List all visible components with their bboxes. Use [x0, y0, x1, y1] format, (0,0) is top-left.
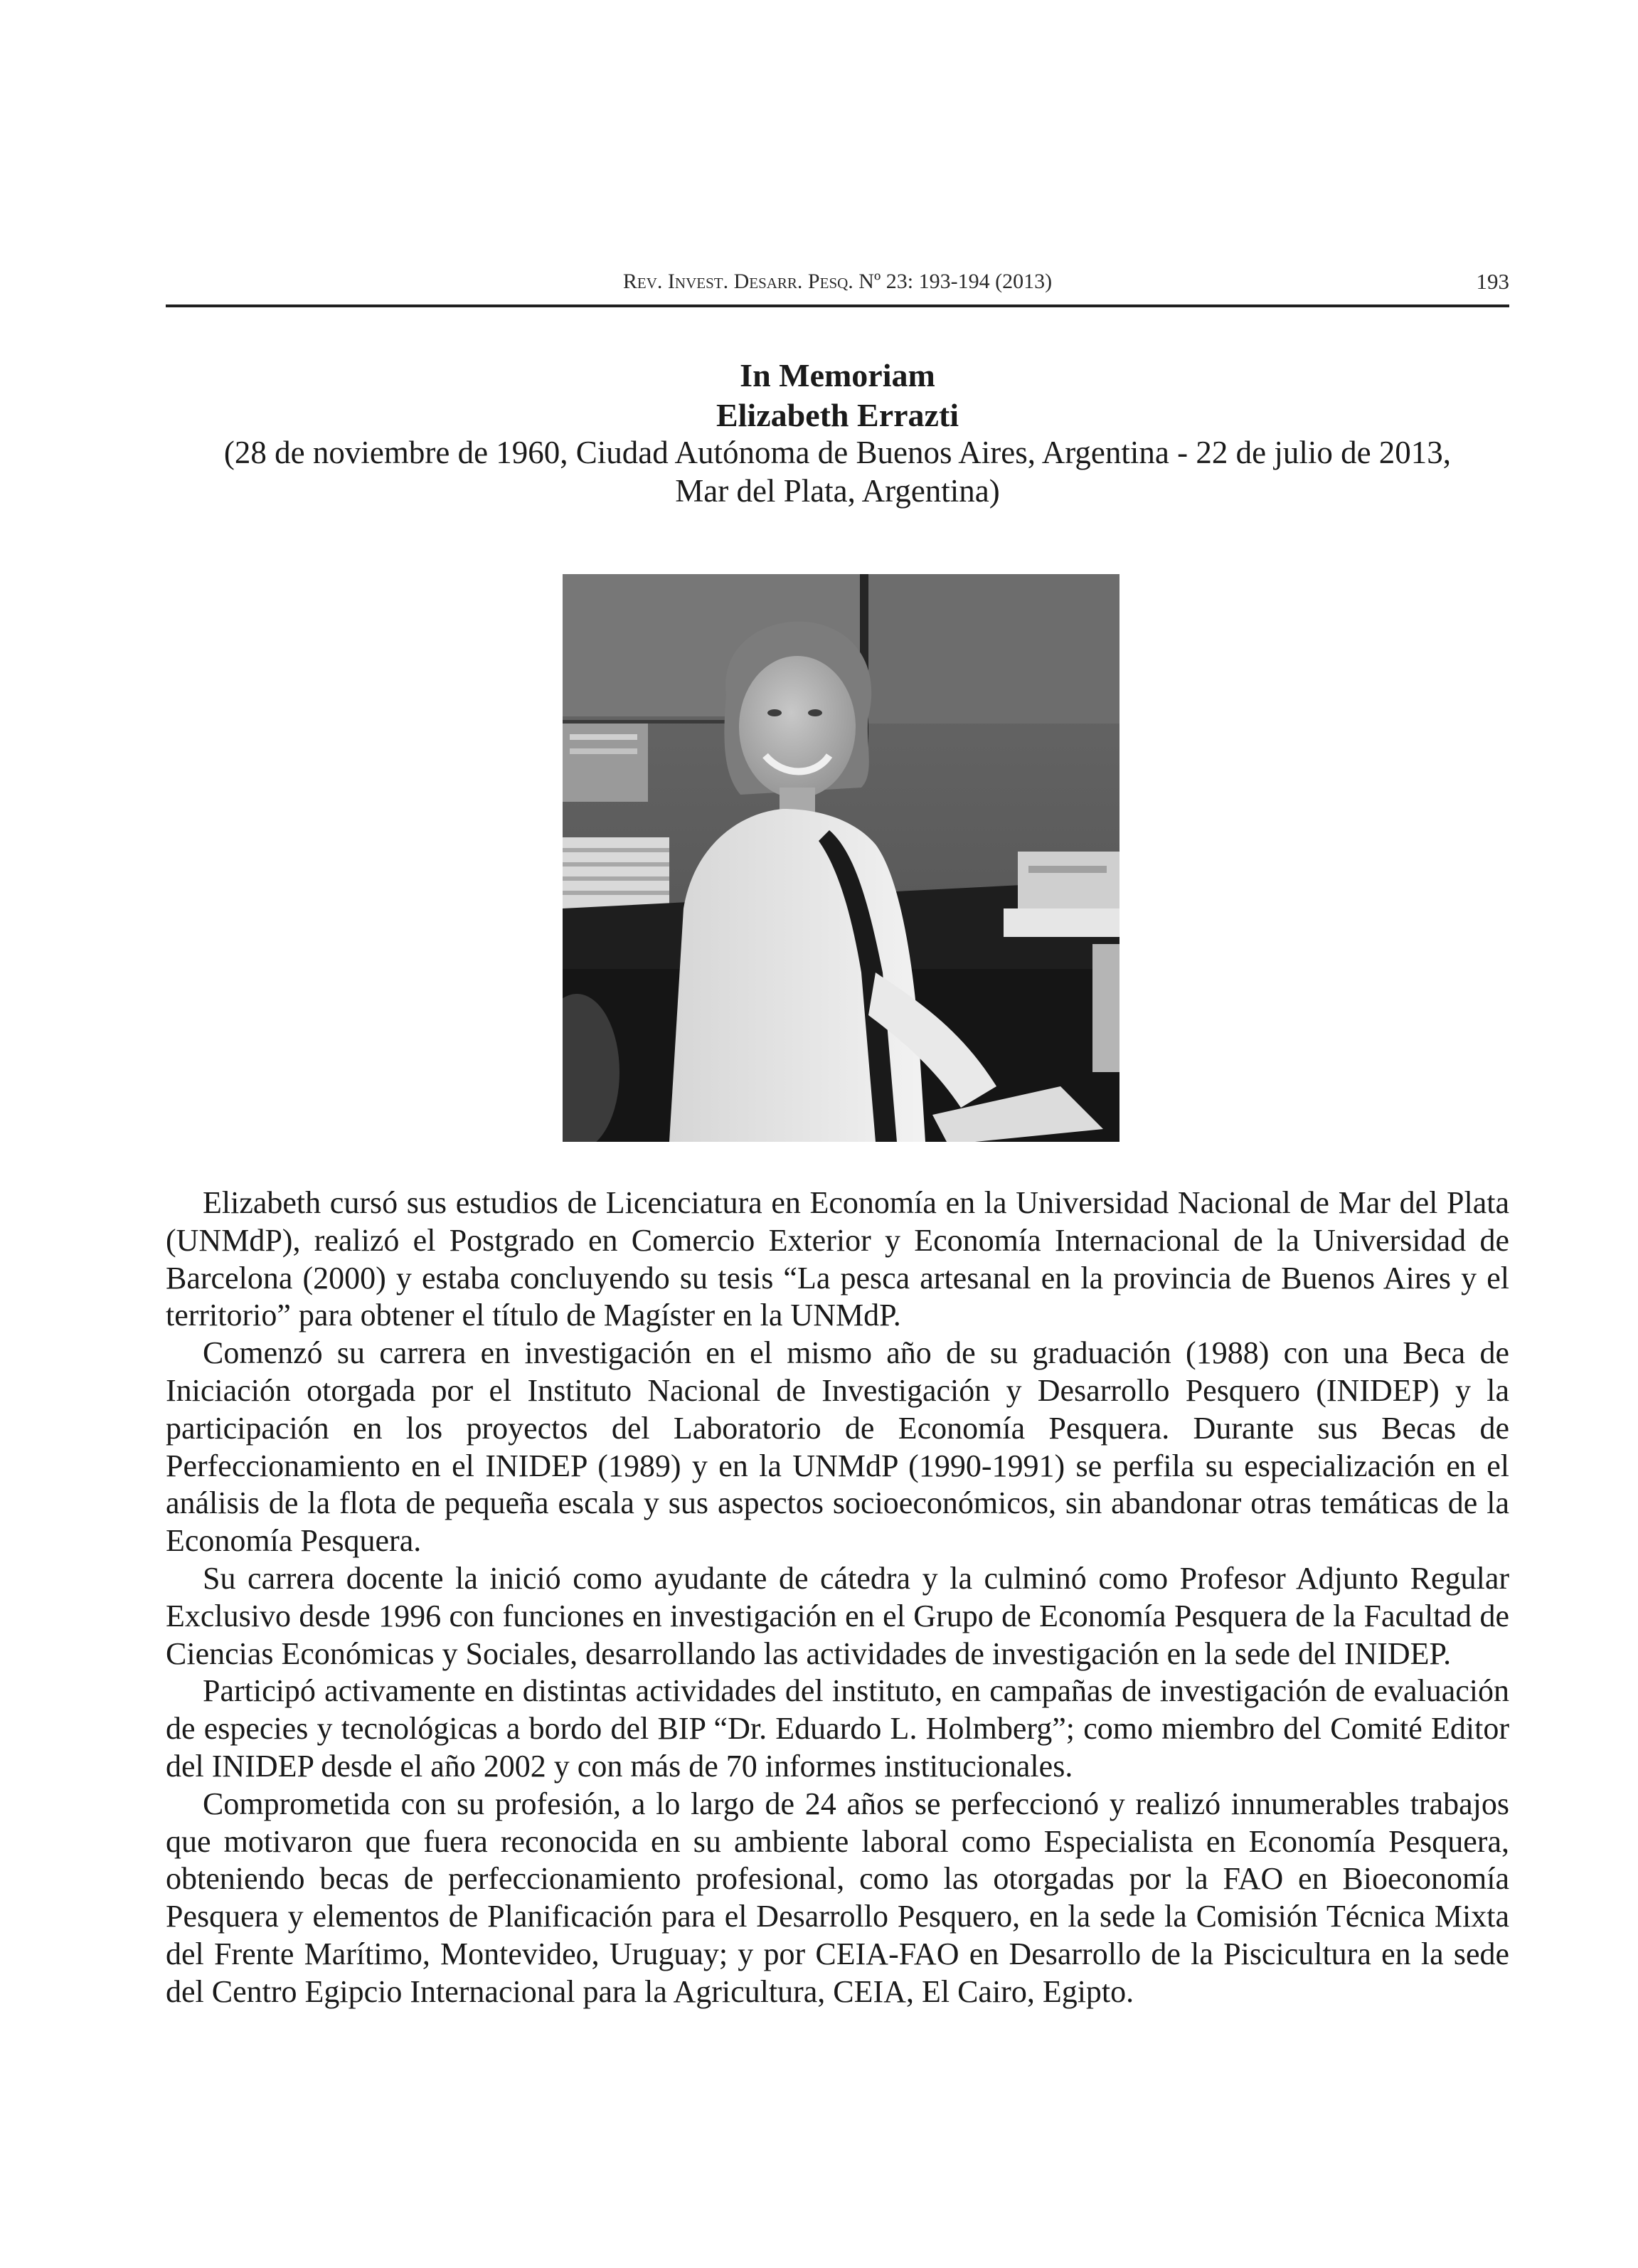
- paragraph-teaching-career: Su carrera docente la inició como ayudante de cátedra y la culminó como Profesor Adjunto Regular Exclusivo desde 1996 con funciones en investigación en el Grupo de Economía Pesquera de la Facultad de Ciencias Económicas y Sociales, desarrollando las actividades de investigación en la sede del INIDEP.: [166, 1560, 1509, 1671]
- article-body: [166, 1185, 1509, 2011]
- paragraph-education: Elizabeth cursó sus estudios de Licenciatura en Economía en la Universidad Nacional de Mar del Plata (UNMdP), realizó el Postgrado en Comercio Exterior y Economía Internacional de la Universidad de Barcelona (2000) y estaba concluyendo su tesis “La pesca artesanal en la provincia de Buenos Aires y el territorio” para obtener el título de Magíster en la UNMdP.: [166, 1185, 1509, 1333]
- paragraph-institute-activities: Participó activamente en distintas actividades del instituto, en campañas de investigación de evaluación de especies y tecnológicas a bordo del BIP “Dr. Eduardo L. Holmberg”; como miembro del Comité Editor del INIDEP desde el año 2002 y con más de 70 informes institucionales.: [166, 1673, 1509, 1784]
- page-number: 193: [1476, 269, 1509, 294]
- journal-reference: [166, 267, 1509, 296]
- paragraph-research-career: Comenzó su carrera en investigación en el mismo año de su graduación (1988) con una Beca de Iniciación otorgada por el Instituto Nacional de Investigación y Desarrollo Pesquero (INIDEP) y la participación en los proyectos del Laboratorio de Economía Pesquera. Durante sus Becas de Perfeccionamiento en el INIDEP (1989) y en la UNMdP (1990-1991) se perfila su especialización en el análisis de la flota de pequeña escala y sus aspectos socioeconómicos, sin abandonar otras temáticas de la Economía Pesquera.: [166, 1335, 1509, 1559]
- volume-pages: Nº 23: 193-194 (2013): [858, 270, 1053, 293]
- portrait-photo: [563, 574, 1120, 1142]
- running-header: [166, 267, 1509, 296]
- life-dates-line-1: (28 de noviembre de 1960, Ciudad Autónoma de Buenos Aires, Argentina - 22 de julio de 2013,: [223, 435, 1452, 470]
- memoriam-heading: In Memoriam: [740, 357, 935, 393]
- life-dates-line-2: Mar del Plata, Argentina): [675, 473, 1000, 509]
- header-rule: [166, 304, 1509, 307]
- paragraph-professional-commitment: Comprometida con su profesión, a lo largo de 24 años se perfeccionó y realizó innumerables trabajos que motivaron que fuera reconocida en su ambiente laboral como Especialista en Economía Pesquera, obteniendo becas de perfeccionamiento profesional, como las otorgadas por la FAO en Bioeconomía Pesquera y elementos de Planificación para el Desarrollo Pesquero, en la sede la Comisión Técnica Mixta del Frente Marítimo, Montevideo, Uruguay; y por CEIA-FAO en Desarrollo de la Piscicultura en la sede del Centro Egipcio Internacional para la Agricultura, CEIA, El Cairo, Egipto.: [166, 1786, 1509, 2009]
- journal-abbreviation: Rev. Invest. Desarr. Pesq.: [622, 270, 853, 293]
- person-name: Elizabeth Errazti: [716, 397, 959, 433]
